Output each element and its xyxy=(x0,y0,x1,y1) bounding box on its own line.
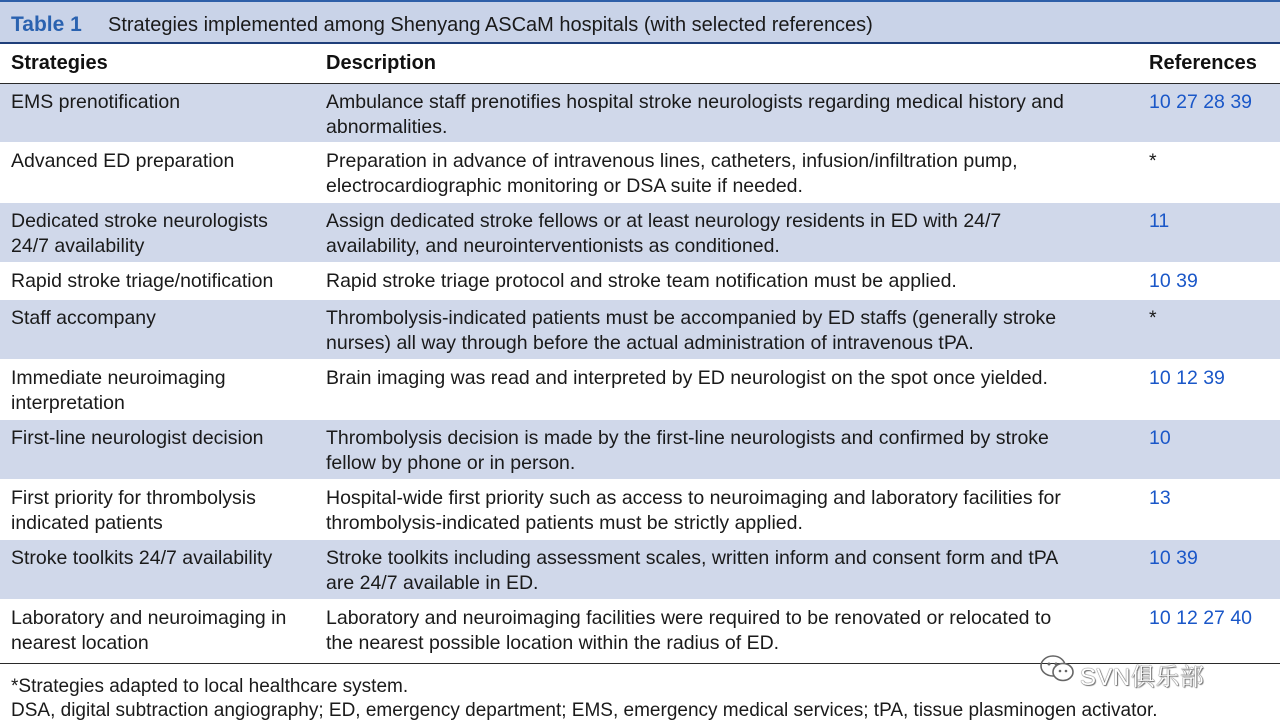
strategy-cell xyxy=(11,366,316,416)
description-line: Assign dedicated stroke fellows or at least neurology residents in ED with 24/7 xyxy=(326,210,1002,232)
description-line: are 24/7 available in ED. xyxy=(326,572,539,594)
strategy-line: First-line neurologist decision xyxy=(11,427,264,449)
footnote-strategies: *Strategies adapted to local healthcare system. xyxy=(11,676,409,697)
table-label: Table 1 xyxy=(11,13,82,36)
strategy-cell xyxy=(11,546,316,571)
description-cell xyxy=(326,209,1141,259)
table-row xyxy=(0,360,1280,420)
header-references: References xyxy=(1149,52,1257,74)
table-row xyxy=(0,263,1280,300)
description-line: nurses) all way through before the actual administration of intravenous tPA. xyxy=(326,332,974,354)
description-cell xyxy=(326,149,1141,199)
table-row xyxy=(0,480,1280,540)
strategy-cell xyxy=(11,269,316,294)
footnote-abbreviations: DSA, digital subtraction angiography; ED, emergency department; EMS, emergency medical services; tPA, tissue plasminogen activator. xyxy=(11,700,1158,721)
table-row xyxy=(0,203,1280,263)
reference-links[interactable]: 10 12 39 xyxy=(1149,367,1225,389)
reference-links[interactable]: 10 12 27 40 xyxy=(1149,607,1253,629)
description-line: Hospital-wide first priority such as access to neuroimaging and laboratory facilities for xyxy=(326,487,1061,509)
description-cell xyxy=(326,546,1141,596)
description-cell xyxy=(326,426,1141,476)
description-line: thrombolysis-indicated patients must be strictly applied. xyxy=(326,512,803,534)
strategy-line: Stroke toolkits 24/7 availability xyxy=(11,547,273,569)
description-cell xyxy=(326,269,1141,294)
strategy-line: Staff accompany xyxy=(11,307,156,329)
description-cell xyxy=(326,486,1141,536)
description-cell xyxy=(326,366,1141,391)
strategy-cell xyxy=(11,606,316,656)
reference-links[interactable]: 10 39 xyxy=(1149,547,1198,569)
strategy-line: 24/7 availability xyxy=(11,235,145,257)
description-line: Laboratory and neuroimaging facilities were required to be renovated or relocated to xyxy=(326,607,1052,629)
strategy-cell xyxy=(11,426,316,451)
table-row xyxy=(0,84,1280,143)
table-row xyxy=(0,143,1280,203)
reference-note: * xyxy=(1149,150,1157,172)
table-row xyxy=(0,540,1280,600)
table-title-bar xyxy=(0,0,1280,44)
strategy-line: indicated patients xyxy=(11,512,163,534)
description-line: electrocardiographic monitoring or DSA suite if needed. xyxy=(326,175,803,197)
reference-links[interactable]: 10 xyxy=(1149,427,1171,449)
strategy-line: Rapid stroke triage/notification xyxy=(11,270,274,292)
strategy-cell xyxy=(11,209,316,259)
strategy-line: interpretation xyxy=(11,392,125,414)
description-line: the nearest possible location within the radius of ED. xyxy=(326,632,780,654)
description-line: Thrombolysis-indicated patients must be accompanied by ED staffs (generally stroke xyxy=(326,307,1057,329)
description-cell xyxy=(326,90,1141,140)
description-cell xyxy=(326,606,1141,656)
description-line: fellow by phone or in person. xyxy=(326,452,576,474)
table-row xyxy=(0,420,1280,480)
strategy-cell xyxy=(11,306,316,331)
table-row xyxy=(0,300,1280,360)
strategy-line: Immediate neuroimaging xyxy=(11,367,226,389)
header-description: Description xyxy=(326,52,437,74)
reference-links[interactable]: 13 xyxy=(1149,487,1171,509)
reference-links[interactable]: 10 27 28 39 xyxy=(1149,91,1253,113)
strategy-line: nearest location xyxy=(11,632,149,654)
description-line: Ambulance staff prenotifies hospital stroke neurologists regarding medical history and xyxy=(326,91,1064,113)
strategy-line: Laboratory and neuroimaging in xyxy=(11,607,287,629)
description-line: Thrombolysis decision is made by the first-line neurologists and confirmed by stroke xyxy=(326,427,1049,449)
strategy-line: Advanced ED preparation xyxy=(11,150,235,172)
reference-links[interactable]: 10 39 xyxy=(1149,270,1198,292)
strategy-line: Dedicated stroke neurologists xyxy=(11,210,268,232)
description-line: Rapid stroke triage protocol and stroke team notification must be applied. xyxy=(326,270,957,292)
description-line: Preparation in advance of intravenous lines, catheters, infusion/infiltration pump, xyxy=(326,150,1018,172)
description-line: abnormalities. xyxy=(326,116,448,138)
strategy-cell xyxy=(11,486,316,536)
description-line: availability, and neurointerventionists as conditioned. xyxy=(326,235,780,257)
description-cell xyxy=(326,306,1141,356)
description-line: Brain imaging was read and interpreted by ED neurologist on the spot once yielded. xyxy=(326,367,1048,389)
strategy-line: EMS prenotification xyxy=(11,91,181,113)
watermark-text: SVN俱乐部 xyxy=(1080,664,1205,691)
strategy-line: First priority for thrombolysis xyxy=(11,487,256,509)
reference-links[interactable]: 11 xyxy=(1149,210,1170,232)
wechat-icon xyxy=(1040,654,1076,684)
strategy-cell xyxy=(11,149,316,174)
watermark xyxy=(1040,652,1280,691)
table-title: Strategies implemented among Shenyang ASCaM hospitals (with selected references) xyxy=(108,14,873,36)
reference-note: * xyxy=(1149,307,1157,329)
table-header-row xyxy=(0,44,1280,84)
description-line: Stroke toolkits including assessment scales, written inform and consent form and tPA xyxy=(326,547,1059,569)
strategy-cell xyxy=(11,90,316,115)
header-strategies: Strategies xyxy=(11,52,108,74)
